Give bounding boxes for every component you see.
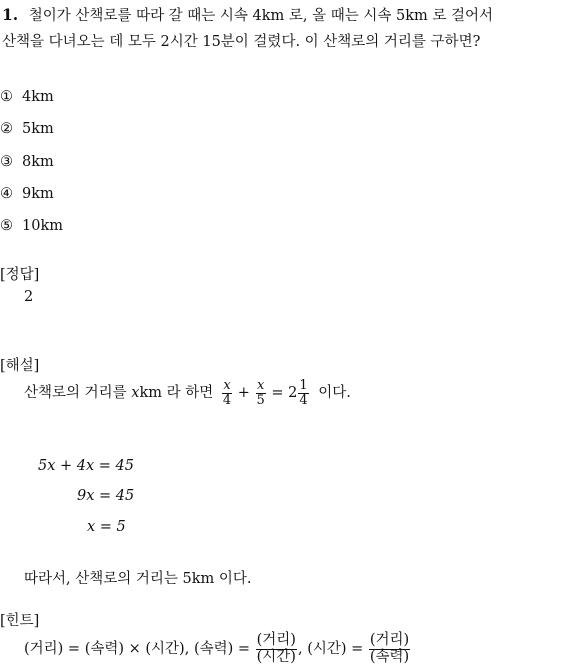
fraction-numerator: x (223, 377, 231, 393)
hint-comma: , (297, 641, 303, 657)
mixed-fraction-one-fourth (298, 379, 308, 407)
choice-mark: ⑤ (0, 218, 13, 234)
hint-part-2-lhs: (속력) = (193, 641, 251, 657)
answer-label: [정답] (0, 267, 40, 283)
hint-label: [힌트] (0, 613, 40, 629)
hint-part-1: (거리) = (속력) × (시간), (24, 641, 190, 657)
intro-suffix: km 라 하면 (139, 385, 214, 401)
choice-mark: ④ (0, 186, 13, 202)
explanation-label: [해설] (0, 358, 40, 374)
choice-1[interactable] (0, 89, 54, 105)
choice-mark: ② (0, 121, 13, 137)
fraction-x-over-5 (256, 379, 266, 407)
answer-value: 2 (24, 289, 34, 305)
fraction-numerator: (거리) (369, 632, 410, 649)
hint-fraction-time (369, 633, 410, 664)
intro-tail: 이다. (318, 385, 351, 401)
question-line-1 (2, 4, 493, 25)
fraction-denominator: 5 (256, 392, 265, 408)
fraction-denominator: (시간) (256, 648, 296, 665)
intro-variable: x (131, 385, 140, 401)
choice-mark: ① (0, 89, 13, 105)
fraction-denominator: (속력) (369, 648, 410, 665)
choice-mark: ③ (0, 154, 13, 170)
explanation-intro (24, 373, 351, 413)
hint-part-3-lhs: (시간) = (307, 641, 364, 657)
choice-4[interactable] (0, 186, 54, 202)
intro-prefix: 산책로의 거리를 (24, 385, 127, 401)
choice-3[interactable] (0, 154, 54, 170)
equation-step-1: 5x + 4x = 45 (38, 458, 134, 474)
choice-5[interactable] (0, 218, 63, 234)
question-text-line-2: 산책을 다녀오는 데 모두 2시간 15분이 걸렸다. 이 산책로의 거리를 구하면? (2, 34, 481, 50)
equation-step-2: 9x = 45 (77, 488, 135, 504)
choice-text: 8km (22, 154, 54, 170)
choice-text: 5km (22, 121, 54, 137)
hint-fraction-speed (256, 633, 297, 664)
fraction-numerator: x (256, 377, 265, 393)
choice-2[interactable] (0, 121, 54, 137)
hint-formula (24, 628, 411, 670)
question-number: 1. (2, 5, 19, 24)
explanation-conclusion: 따라서, 산책로의 거리는 5km 이다. (24, 571, 252, 587)
equation-equals: = 2 (271, 385, 298, 401)
fraction-x-over-4 (222, 379, 232, 407)
equation-step-3: x = 5 (87, 519, 126, 535)
choice-text: 10km (22, 218, 63, 234)
equation-plus: + (237, 385, 250, 401)
fraction-numerator: (거리) (256, 632, 296, 649)
fraction-denominator: 4 (222, 392, 232, 408)
question-text-line-1: 철이가 산책로를 따라 갈 때는 시속 4km 로, 올 때는 시속 5km 로 걸어서 (28, 8, 494, 24)
choice-text: 9km (22, 186, 54, 202)
fraction-numerator: 1 (299, 377, 308, 393)
choice-text: 4km (22, 89, 54, 105)
fraction-denominator: 4 (299, 392, 308, 408)
